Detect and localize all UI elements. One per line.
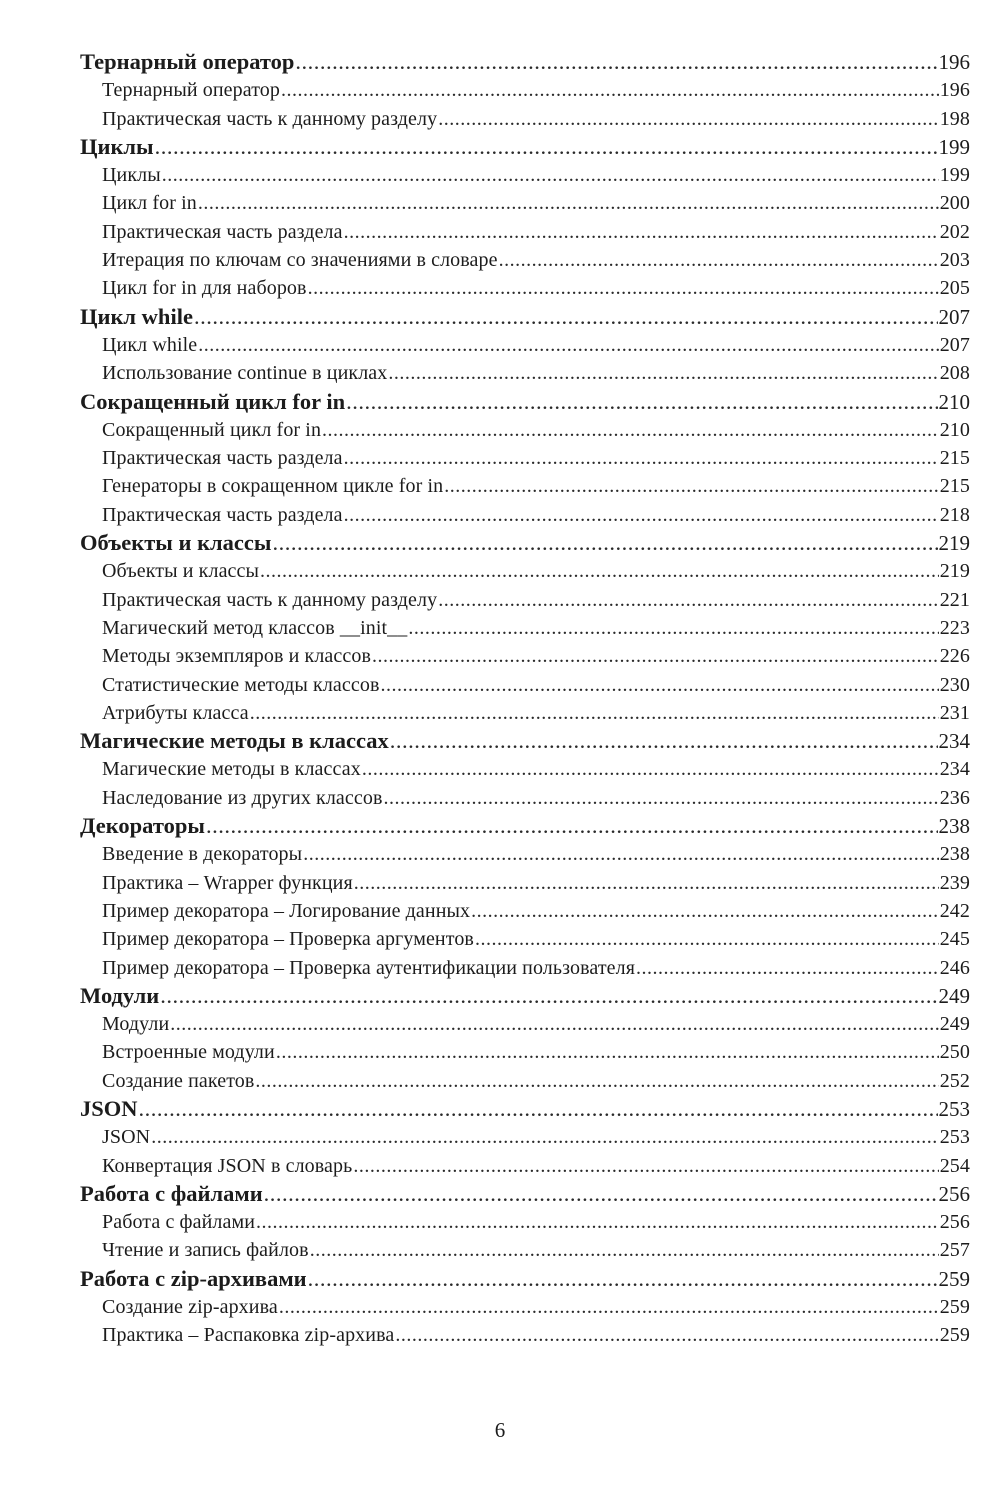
toc-chapter-entry [80, 303, 970, 331]
toc-entry-title: Магические методы в классах [102, 758, 361, 781]
page-number: 6 [494, 1418, 506, 1442]
dot-leader [475, 925, 939, 953]
toc-entry-title: Практическая часть раздела [102, 447, 343, 470]
dot-leader [344, 218, 939, 246]
toc-section-entry [80, 274, 970, 302]
toc-section-entry [80, 331, 970, 359]
toc-entry-page: 238 [938, 814, 970, 839]
toc-entry-title: Сокращенный цикл for in [80, 388, 346, 414]
dot-leader [260, 557, 939, 585]
toc-entry-page: 207 [938, 304, 970, 329]
toc-chapter-entry [80, 1265, 970, 1293]
dot-leader [139, 1095, 938, 1123]
toc-section-entry [80, 925, 970, 953]
toc-entry-title: Статистические методы классов [102, 673, 380, 696]
toc-entry-title: Тернарный оператор [102, 79, 280, 102]
toc-chapter-entry [80, 133, 970, 161]
toc-entry-title: Объекты и классы [80, 530, 272, 556]
toc-entry-page: 249 [939, 1013, 970, 1036]
dot-leader [438, 586, 938, 614]
toc-section-entry [80, 472, 970, 500]
dot-leader [499, 246, 939, 274]
toc-section-entry [80, 869, 970, 897]
dot-leader [206, 812, 938, 840]
toc-entry-page: 215 [939, 475, 970, 498]
toc-entry-page: 215 [939, 447, 970, 470]
toc-entry-page: 236 [939, 786, 970, 809]
dot-leader [353, 1152, 938, 1180]
toc-chapter-entry [80, 982, 970, 1010]
toc-entry-title: Генераторы в сокращенном цикле for in [102, 475, 444, 498]
toc-entry-page: 199 [938, 134, 970, 159]
toc-entry-page: 218 [939, 503, 970, 526]
toc-entry-page: 207 [939, 333, 970, 356]
toc-chapter-entry [80, 529, 970, 557]
toc-entry-title: Практическая часть раздела [102, 503, 343, 526]
toc-section-entry [80, 416, 970, 444]
toc-entry-title: Чтение и запись файлов [102, 1239, 309, 1262]
toc-section-entry [80, 105, 970, 133]
toc-section-entry [80, 840, 970, 868]
toc-entry-title: Методы экземпляров и классов [102, 645, 371, 668]
toc-entry-page: 257 [939, 1239, 970, 1262]
dot-leader [155, 133, 938, 161]
toc-entry-title: Конвертация JSON в словарь [102, 1154, 353, 1177]
toc-section-entry [80, 1236, 970, 1264]
toc-section-entry [80, 359, 970, 387]
toc-chapter-entry [80, 727, 970, 755]
dot-leader [384, 784, 939, 812]
toc-section-entry [80, 557, 970, 585]
toc-entry-page: 205 [939, 277, 970, 300]
toc-entry-title: Цикл for in [102, 192, 197, 215]
toc-entry-title: Декораторы [80, 813, 205, 839]
dot-leader [346, 388, 937, 416]
toc-entry-title: JSON [102, 1126, 151, 1149]
toc-entry-title: Создание пакетов [102, 1069, 255, 1092]
toc-entry-title: Практика – Wrapper функция [102, 871, 353, 894]
dot-leader [198, 189, 939, 217]
toc-entry-title: Практическая часть к данному разделу [102, 107, 438, 130]
dot-leader [395, 1321, 938, 1349]
dot-leader [344, 444, 939, 472]
toc-entry-title: Пример декоратора – Логирование данных [102, 899, 471, 922]
toc-entry-title: Магические методы в классах [80, 728, 389, 754]
toc-entry-page: 202 [939, 220, 970, 243]
toc-entry-title: Цикл while [80, 303, 193, 329]
toc-section-entry [80, 1123, 970, 1151]
toc-entry-page: 252 [939, 1069, 970, 1092]
toc-entry-title: Встроенные модули [102, 1041, 275, 1064]
dot-leader [408, 614, 938, 642]
toc-entry-title: Использование continue в циклах [102, 362, 388, 385]
toc-entry-title: Работа с файлами [102, 1211, 256, 1234]
toc-entry-page: 259 [938, 1266, 970, 1291]
toc-section-entry [80, 671, 970, 699]
toc-entry-title: Цикл for in для наборов [102, 277, 307, 300]
toc-entry-page: 223 [939, 616, 970, 639]
toc-entry-page: 259 [939, 1324, 970, 1347]
toc-section-entry [80, 1208, 970, 1236]
toc-chapter-entry [80, 812, 970, 840]
toc-entry-title: Цикл while [102, 333, 198, 356]
toc-entry-page: 259 [939, 1296, 970, 1319]
dot-leader [310, 1236, 939, 1264]
dot-leader [160, 982, 937, 1010]
toc-entry-page: 231 [939, 701, 970, 724]
dot-leader [362, 755, 939, 783]
dot-leader [322, 416, 939, 444]
dot-leader [281, 76, 939, 104]
dot-leader [390, 727, 938, 755]
toc-section-entry [80, 614, 970, 642]
toc-entry-title: Тернарный оператор [80, 49, 295, 74]
toc-entry-page: 210 [939, 418, 970, 441]
toc-section-entry [80, 1067, 970, 1095]
toc-entry-title: Создание zip-архива [102, 1296, 278, 1319]
toc-section-entry [80, 189, 970, 217]
dot-leader [256, 1208, 939, 1236]
toc-entry-page: 234 [938, 729, 970, 754]
toc-section-entry [80, 1321, 970, 1349]
toc-entry-title: JSON [80, 1095, 138, 1121]
toc-entry-title: Практика – Распаковка zip-архива [102, 1324, 395, 1347]
dot-leader [276, 1038, 939, 1066]
dot-leader [308, 1265, 938, 1293]
toc-section-entry [80, 586, 970, 614]
toc-chapter-entry [80, 48, 970, 76]
toc-section-entry [80, 161, 970, 189]
toc-entry-title: Модули [102, 1013, 170, 1036]
dot-leader [388, 359, 938, 387]
toc-entry-title: Модули [80, 982, 160, 1008]
toc-entry-page: 226 [939, 645, 970, 668]
toc-section-entry [80, 897, 970, 925]
toc-entry-page: 200 [939, 192, 970, 215]
dot-leader [372, 642, 939, 670]
toc-entry-title: Сокращенный цикл for in [102, 418, 322, 441]
toc-entry-page: 246 [939, 956, 970, 979]
toc-section-entry [80, 755, 970, 783]
toc-entry-title: Практическая часть раздела [102, 220, 343, 243]
toc-section-entry [80, 1038, 970, 1066]
toc-section-entry [80, 246, 970, 274]
toc-entry-title: Пример декоратора – Проверка аргументов [102, 928, 474, 951]
toc-section-entry [80, 501, 970, 529]
toc-entry-page: 199 [939, 164, 970, 187]
toc-entry-title: Практическая часть к данному разделу [102, 588, 438, 611]
dot-leader [198, 331, 938, 359]
toc-chapter-entry [80, 1095, 970, 1123]
toc-entry-page: 221 [939, 588, 970, 611]
toc-section-entry [80, 218, 970, 246]
toc-section-entry [80, 1152, 970, 1180]
dot-leader [279, 1293, 939, 1321]
toc-section-entry [80, 1010, 970, 1038]
dot-leader [264, 1180, 938, 1208]
toc-entry-title: Магический метод классов __init__ [102, 616, 408, 639]
toc-section-entry [80, 1293, 970, 1321]
toc-entry-page: 256 [939, 1211, 970, 1234]
dot-leader [151, 1123, 938, 1151]
toc-entry-title: Циклы [80, 133, 154, 159]
toc-section-entry [80, 784, 970, 812]
toc-entry-page: 203 [939, 249, 970, 272]
dot-leader [272, 529, 937, 557]
dot-leader [295, 48, 937, 76]
dot-leader [344, 501, 939, 529]
toc-entry-title: Наследование из других классов [102, 786, 383, 809]
toc-section-entry [80, 444, 970, 472]
toc-entry-page: 242 [939, 899, 970, 922]
toc-entry-page: 249 [938, 983, 970, 1008]
dot-leader [444, 472, 938, 500]
toc-entry-page: 253 [938, 1096, 970, 1121]
toc-entry-page: 250 [939, 1041, 970, 1064]
dot-leader [255, 1067, 938, 1095]
toc-entry-page: 210 [938, 389, 970, 414]
table-of-contents [80, 48, 970, 1350]
toc-section-entry [80, 954, 970, 982]
toc-entry-title: Атрибуты класса [102, 701, 249, 724]
toc-chapter-entry [80, 1180, 970, 1208]
toc-chapter-entry [80, 388, 970, 416]
toc-entry-title: Введение в декораторы [102, 843, 303, 866]
dot-leader [303, 840, 939, 868]
toc-entry-title: Объекты и классы [102, 560, 260, 583]
toc-entry-title: Итерация по ключам со значениями в словаре [102, 249, 498, 272]
dot-leader [194, 303, 938, 331]
toc-entry-page: 198 [939, 107, 970, 130]
toc-entry-page: 219 [939, 560, 970, 583]
dot-leader [471, 897, 939, 925]
dot-leader [162, 161, 939, 189]
toc-section-entry [80, 76, 970, 104]
toc-entry-page: 219 [938, 531, 970, 556]
dot-leader [438, 105, 938, 133]
dot-leader [250, 699, 939, 727]
toc-entry-title: Работа с файлами [80, 1180, 263, 1206]
dot-leader [170, 1010, 938, 1038]
toc-section-entry [80, 699, 970, 727]
toc-entry-title: Циклы [102, 164, 161, 187]
toc-entry-title: Пример декоратора – Проверка аутентификации пользователя [102, 956, 636, 979]
dot-leader [381, 671, 939, 699]
toc-entry-page: 196 [939, 79, 970, 102]
toc-entry-page: 238 [939, 843, 970, 866]
toc-entry-page: 239 [939, 871, 970, 894]
dot-leader [308, 274, 939, 302]
toc-entry-page: 208 [939, 362, 970, 385]
toc-entry-page: 234 [939, 758, 970, 781]
toc-entry-title: Работа с zip-архивами [80, 1265, 307, 1291]
dot-leader [636, 954, 939, 982]
dot-leader [354, 869, 939, 897]
toc-entry-page: 245 [939, 928, 970, 951]
toc-section-entry [80, 642, 970, 670]
toc-entry-page: 254 [939, 1154, 970, 1177]
toc-entry-page: 230 [939, 673, 970, 696]
toc-entry-page: 253 [939, 1126, 970, 1149]
toc-entry-page: 196 [938, 50, 970, 74]
toc-entry-page: 256 [938, 1181, 970, 1206]
